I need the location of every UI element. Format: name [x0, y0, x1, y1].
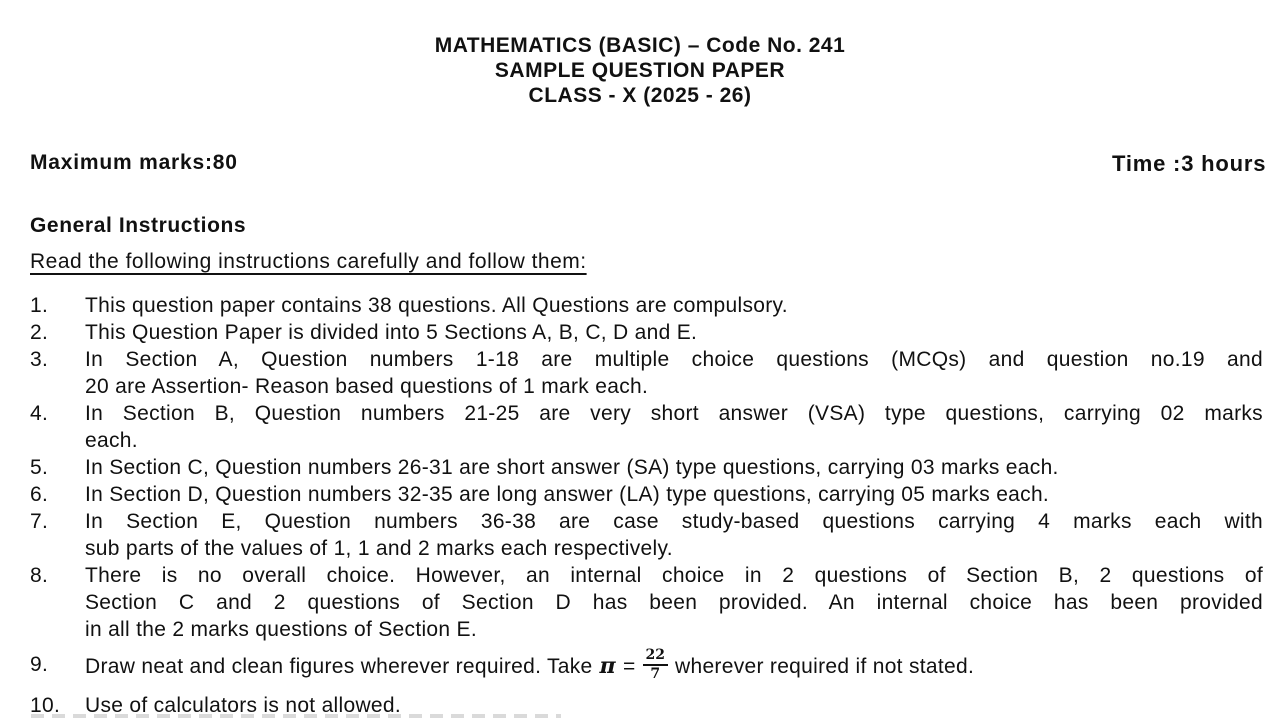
item-text — [85, 647, 1263, 684]
item-line: each. — [85, 429, 138, 452]
instruction-item-5 — [30, 454, 1263, 481]
item-text — [85, 319, 1263, 346]
exam-header — [0, 33, 1280, 108]
instruction-item-4 — [30, 400, 1263, 454]
instruction-item-8 — [30, 562, 1263, 643]
instructions-list — [30, 292, 1263, 719]
instruction-item-2 — [30, 319, 1263, 346]
item-number: 3. — [30, 348, 49, 371]
item-number: 9. — [30, 653, 49, 676]
exam-title-line-1: MATHEMATICS (BASIC) – Code No. 241 — [434, 34, 846, 57]
pi-text-before: Draw neat and clean figures wherever required. Take — [85, 655, 593, 679]
meta-row — [0, 151, 1280, 177]
fraction-numerator: 22 — [643, 648, 668, 666]
item-number: 2. — [30, 321, 49, 344]
item-line: In Section B, Question numbers 21-25 are very short answer (VSA) type questions, carrying 02 marks — [85, 402, 1263, 425]
item-line: In Section E, Question numbers 36-38 are case study-based questions carrying 4 marks each with — [85, 510, 1263, 533]
max-marks-label: Maximum marks:80 — [30, 151, 238, 174]
instruction-item-9 — [30, 643, 1263, 692]
item-line: Use of calculators is not allowed. — [85, 694, 402, 718]
item-line: sub parts of the values of 1, 1 and 2 marks each respectively. — [85, 537, 673, 560]
item-line: In Section A, Question numbers 1-18 are multiple choice questions (MCQs) and question no.19 and — [85, 348, 1263, 371]
item-line: In Section C, Question numbers 26-31 are short answer (SA) type questions, carrying 03 marks each. — [85, 456, 1059, 479]
item-text — [85, 562, 1263, 643]
item-line: This question paper contains 38 questions. All Questions are compulsory. — [85, 294, 788, 317]
item-text — [85, 400, 1263, 454]
item-line: This Question Paper is divided into 5 Sections A, B, C, D and E. — [85, 321, 698, 344]
instruction-item-1 — [30, 292, 1263, 319]
item-text — [85, 292, 1263, 319]
item-line: Section C and 2 questions of Section D has been provided. An internal choice has been provided — [85, 591, 1263, 614]
item-text — [85, 481, 1263, 508]
item-line: In Section D, Question numbers 32-35 are long answer (LA) type questions, carrying 05 marks each. — [85, 483, 1050, 506]
fraction-denominator: 7 — [650, 665, 661, 682]
item-line: 20 are Assertion- Reason based questions of 1 mark each. — [85, 375, 649, 398]
instruction-item-7 — [30, 508, 1263, 562]
item-line: There is no overall choice. However, an internal choice in 2 questions of Section B, 2 questions of — [85, 564, 1263, 587]
item-number: 6. — [30, 483, 49, 506]
pi-text-after: wherever required if not stated. — [675, 655, 975, 679]
item-number: 1. — [30, 294, 49, 317]
item-line — [85, 647, 1263, 684]
item-number: 10. — [30, 694, 61, 718]
next-line-cutoff — [31, 714, 561, 718]
item-text — [85, 454, 1263, 481]
instruction-item-6 — [30, 481, 1263, 508]
instruction-item-3 — [30, 346, 1263, 400]
pi-symbol: π — [599, 653, 616, 680]
item-text — [85, 508, 1263, 562]
instructions-subheading: Read the following instructions carefully and follow them: — [30, 250, 587, 273]
exam-title-line-2: SAMPLE QUESTION PAPER — [494, 59, 786, 82]
exam-title-line-3: CLASS - X (2025 - 26) — [528, 84, 752, 107]
item-number: 7. — [30, 510, 49, 533]
item-number: 4. — [30, 402, 49, 425]
general-instructions-heading: General Instructions — [30, 214, 247, 237]
item-text — [85, 346, 1263, 400]
item-number: 8. — [30, 564, 49, 587]
time-label: Time :3 hours — [1112, 151, 1267, 176]
fraction-22-7 — [643, 648, 668, 681]
item-line: in all the 2 marks questions of Section E. — [85, 618, 477, 641]
item-number: 5. — [30, 456, 49, 479]
equals-sign: = — [622, 655, 636, 679]
